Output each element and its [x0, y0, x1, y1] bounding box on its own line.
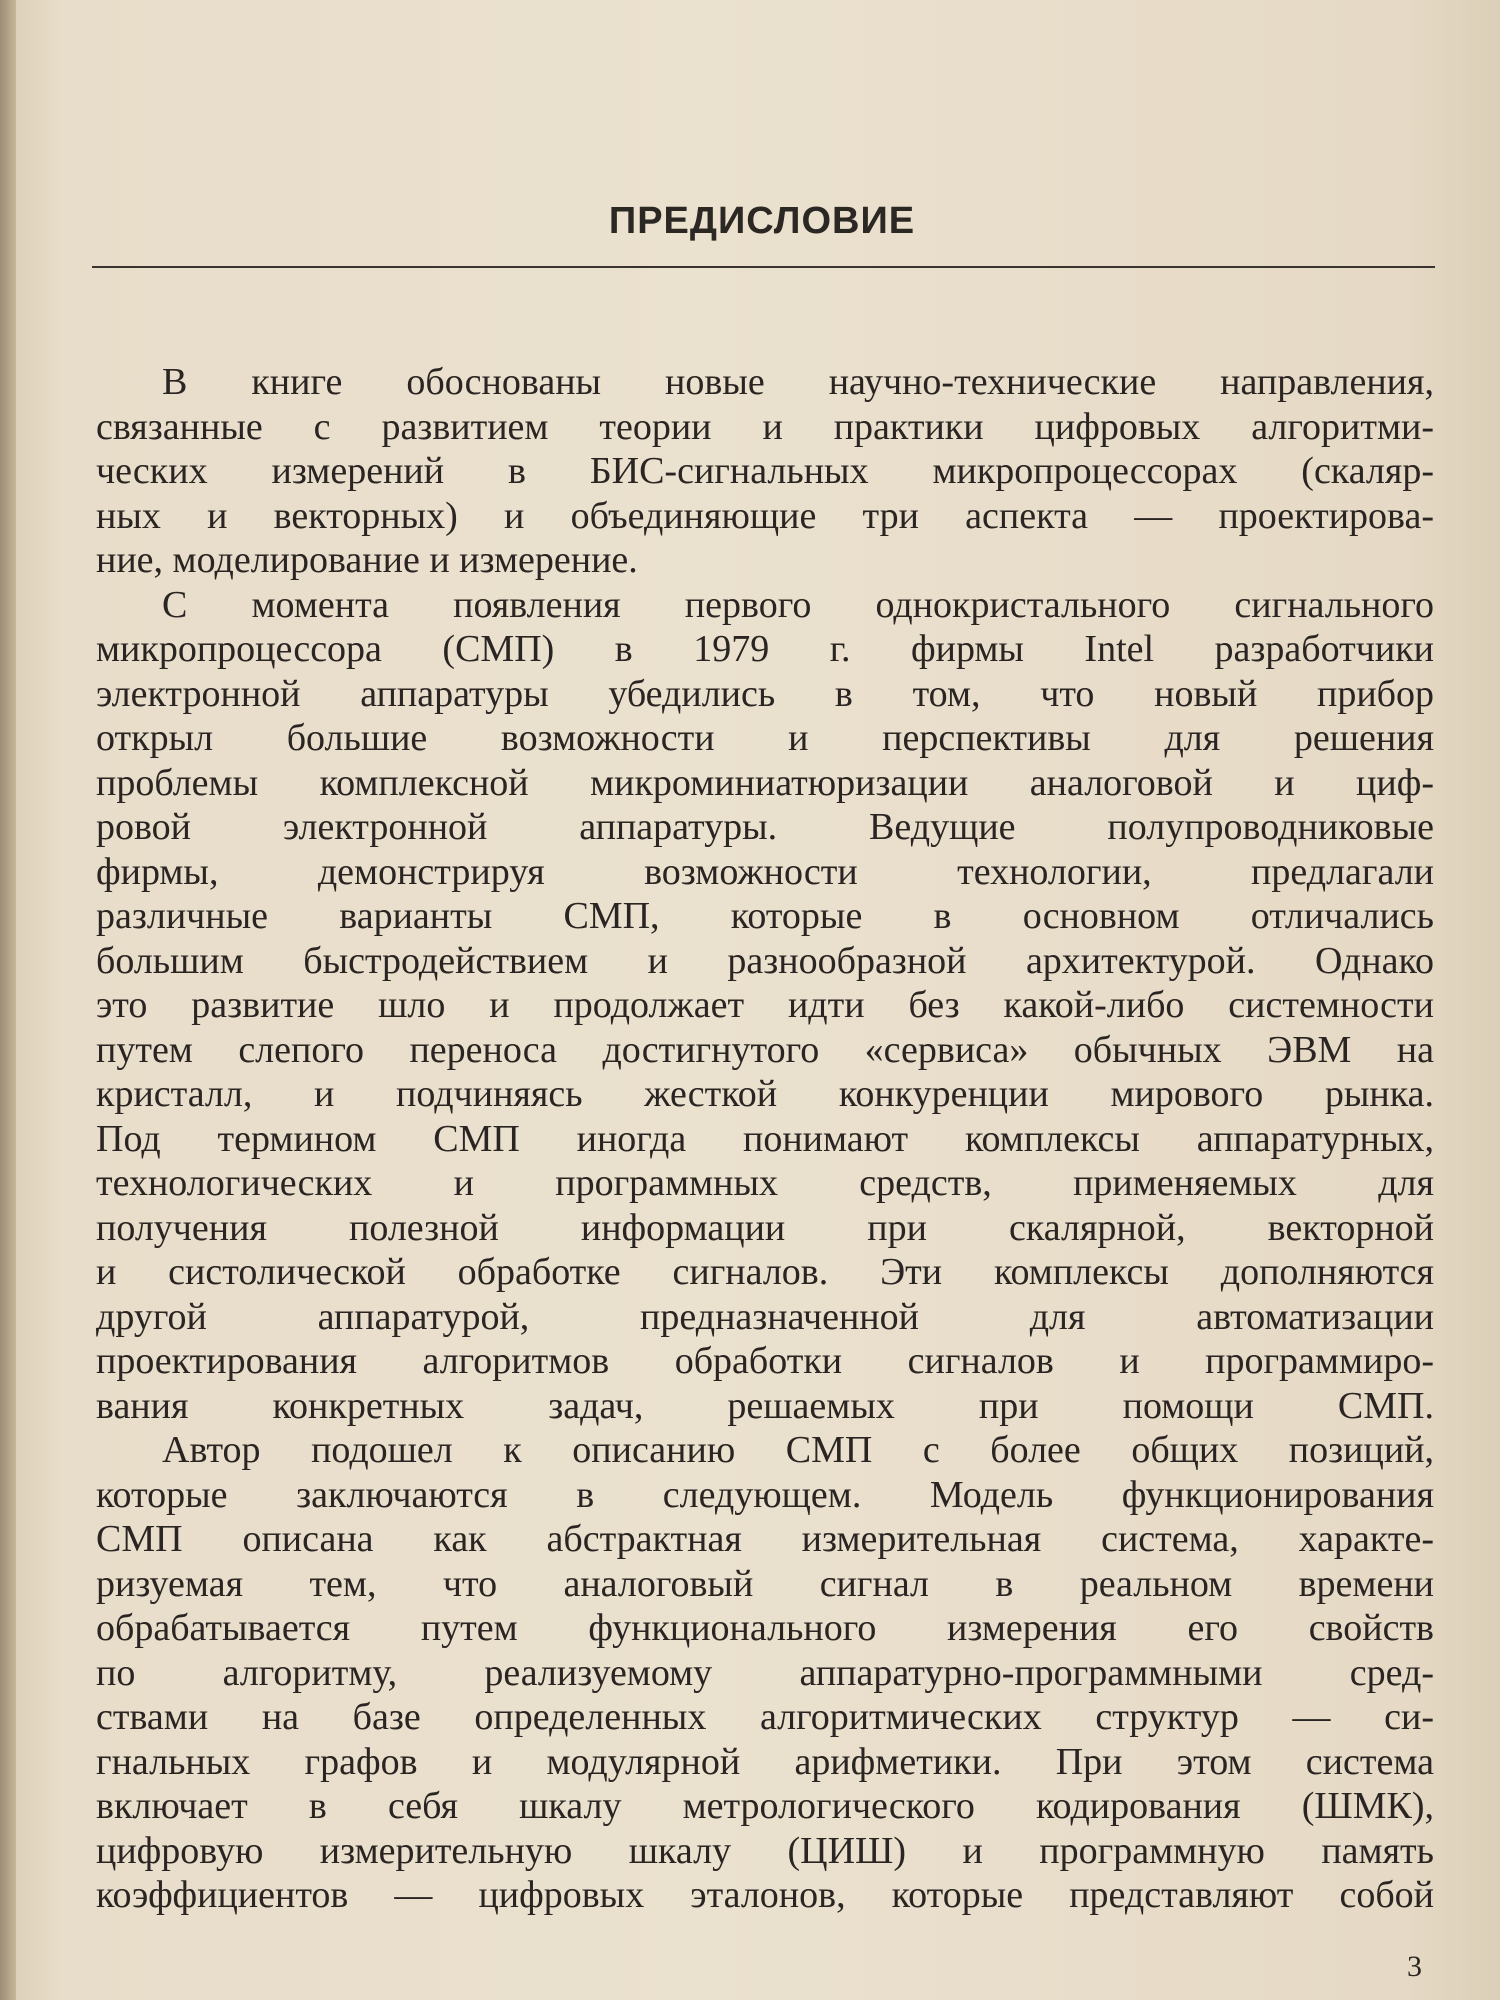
text-line: Автор подошел к описанию СМП с более общих позиций, [162, 1429, 1434, 1471]
text-line: кристалл, и подчиняясь жесткой конкуренции мирового рынка. [96, 1073, 1434, 1115]
chapter-heading: ПРЕДИСЛОВИЕ [608, 200, 916, 242]
text-line: это развитие шло и продолжает идти без какой-либо системности [96, 984, 1434, 1026]
text-line: проектирования алгоритмов обработки сигналов и программиро- [96, 1340, 1434, 1382]
text-line: связанные с развитием теории и практики цифровых алгоритми- [96, 405, 1434, 448]
text-line: цифровую измерительную шкалу (ЦИШ) и программную память [96, 1829, 1434, 1872]
text-line: различные варианты СМП, которые в основном отличались [96, 895, 1434, 937]
text-line: ческих измерений в БИС-сигнальных микропроцессорах (скаляр- [96, 450, 1434, 492]
text-line: другой аппаратурой, предназначенной для автоматизации [96, 1295, 1434, 1338]
text-line: коэффициентов — цифровых эталонов, которые представляют собой [96, 1874, 1434, 1916]
text-line: большим быстродействием и разнообразной архитектурой. Однако [96, 939, 1434, 982]
text-line: получения полезной информации при скалярной, векторной [96, 1206, 1434, 1249]
text-line: С момента появления первого однокристального сигнального [162, 583, 1434, 626]
text-line: СМП описана как абстрактная измерительная система, характе- [96, 1518, 1434, 1560]
text-line: ных и векторных) и объединяющие три аспекта — проектирова- [96, 494, 1434, 537]
text-line: которые заключаются в следующем. Модель функционирования [96, 1473, 1434, 1516]
text-line: электронной аппаратуры убедились в том, что новый прибор [96, 672, 1434, 715]
text-line: включает в себя шкалу метрологического кодирования (ШМК), [96, 1785, 1434, 1827]
text-line: вания конкретных задач, решаемых при помощи СМП. [96, 1384, 1434, 1427]
text-line: гнальных графов и модулярной арифметики. При этом система [96, 1740, 1434, 1783]
text-line: по алгоритму, реализуемому аппаратурно-программными сред- [96, 1651, 1434, 1694]
text-line: открыл большие возможности и перспективы для решения [96, 717, 1434, 759]
body-text [96, 360, 1434, 1918]
text-line: фирмы, демонстрируя возможности технологии, предлагали [96, 850, 1434, 893]
text-line: В книге обоснованы новые научно-технические направления, [162, 361, 1434, 403]
text-line: ровой электронной аппаратуры. Ведущие полупроводниковые [96, 806, 1434, 848]
text-line: путем слепого переноса достигнутого «сервиса» обычных ЭВМ на [96, 1028, 1434, 1071]
text-line: микропроцессора (СМП) в 1979 г. фирмы Intel разработчики [96, 628, 1434, 670]
page-number: 3 [1407, 1950, 1422, 1983]
text-line: ние, моделирование и измерение. [96, 539, 638, 581]
heading-rule [92, 266, 1435, 268]
text-line: технологических и программных средств, применяемых для [96, 1162, 1434, 1204]
text-line: Под термином СМП иногда понимают комплексы аппаратурных, [96, 1117, 1434, 1160]
page-gutter [0, 0, 16, 2000]
text-line: проблемы комплексной микроминиатюризации аналоговой и циф- [96, 761, 1434, 804]
text-line: ризуемая тем, что аналоговый сигнал в реальном времени [96, 1562, 1434, 1605]
text-line: ствами на базе определенных алгоритмических структур — си- [96, 1696, 1434, 1738]
text-line: обрабатывается путем функционального измерения его свойств [96, 1607, 1434, 1649]
text-line: и систолической обработке сигналов. Эти комплексы дополняются [96, 1251, 1434, 1293]
